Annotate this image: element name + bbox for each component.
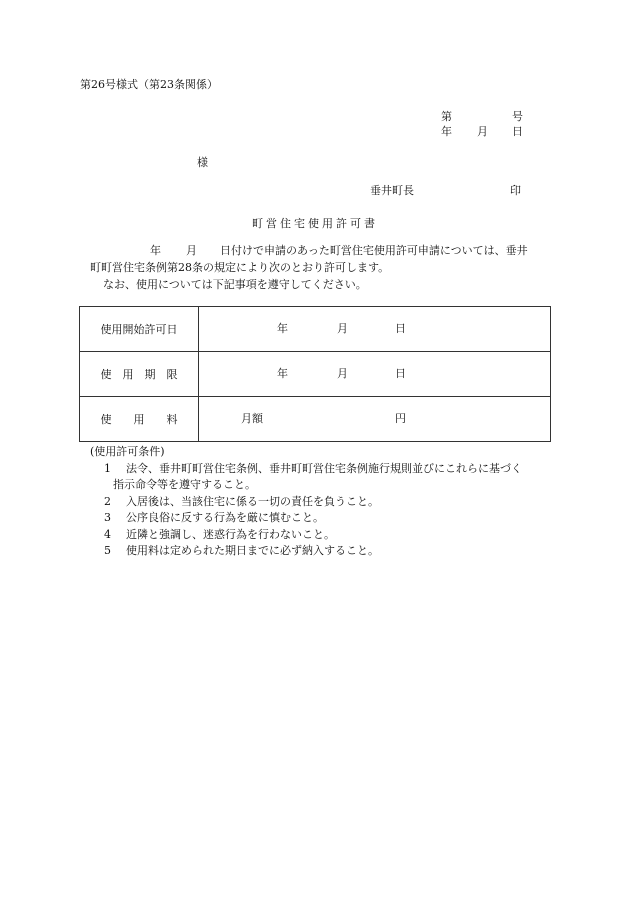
- table-row-fee: [80, 397, 551, 442]
- period-day: 日: [395, 367, 406, 380]
- issuer-title: 垂井町長: [370, 184, 414, 197]
- document-number-prefix: 第: [441, 110, 452, 123]
- condition-text: 指示命令等を遵守すること。: [113, 478, 256, 491]
- condition-number: 5: [104, 544, 111, 557]
- condition-text: 入居後は、当該住宅に係る一切の責任を負うこと。: [126, 495, 379, 508]
- body-line-3: なお、使用については下記事項を遵守してください。: [103, 278, 367, 291]
- fee-monthly-label: 月額: [241, 412, 263, 425]
- issue-date-day: 日: [512, 125, 523, 138]
- table-row-period: [80, 352, 551, 397]
- conditions-title: (使用許可条件): [90, 445, 165, 458]
- start-date-year: 年: [277, 322, 288, 335]
- condition-number: 3: [104, 511, 111, 524]
- row-label: 使用開始許可日: [80, 307, 199, 352]
- start-date-value: [199, 307, 551, 352]
- body-line-1: 日付けで申請のあった町営住宅使用許可申請については、垂井: [220, 244, 528, 257]
- addressee-honorific: 様: [197, 156, 208, 169]
- condition-text: 公序良俗に反する行為を厳に慎むこと。: [126, 511, 324, 524]
- start-date-day: 日: [395, 322, 406, 335]
- start-date-month: 月: [337, 322, 348, 335]
- condition-text: 法令、垂井町町営住宅条例、垂井町町営住宅条例施行規則並びにこれらに基づく: [126, 462, 522, 475]
- condition-number: 2: [104, 495, 111, 508]
- row-label: 使 用 期 限: [80, 352, 199, 397]
- condition-number: 4: [104, 528, 111, 541]
- fee-yen: 円: [395, 412, 406, 425]
- permit-table: [79, 306, 551, 442]
- application-month: 月: [186, 244, 197, 257]
- condition-text: 近隣と強調し、迷惑行為を行わないこと。: [126, 528, 335, 541]
- period-year: 年: [277, 367, 288, 380]
- document-title: 町営住宅使用許可書: [252, 217, 378, 230]
- body-line-2: 町町営住宅条例第28条の規定により次のとおり許可します。: [90, 261, 390, 274]
- document-number-suffix: 号: [512, 110, 523, 123]
- form-number: 第26号様式（第23条関係）: [80, 78, 218, 91]
- seal-mark: 印: [510, 184, 521, 197]
- period-month: 月: [337, 367, 348, 380]
- condition-text: 使用料は定められた期日までに必ず納入すること。: [126, 544, 379, 557]
- issue-date-year: 年: [441, 125, 452, 138]
- period-value: [199, 352, 551, 397]
- issue-date-month: 月: [477, 125, 488, 138]
- table-row-start-date: [80, 307, 551, 352]
- row-label: 使 用 料: [80, 397, 199, 442]
- application-year: 年: [150, 244, 161, 257]
- condition-number: 1: [104, 462, 111, 475]
- fee-value: [199, 397, 551, 442]
